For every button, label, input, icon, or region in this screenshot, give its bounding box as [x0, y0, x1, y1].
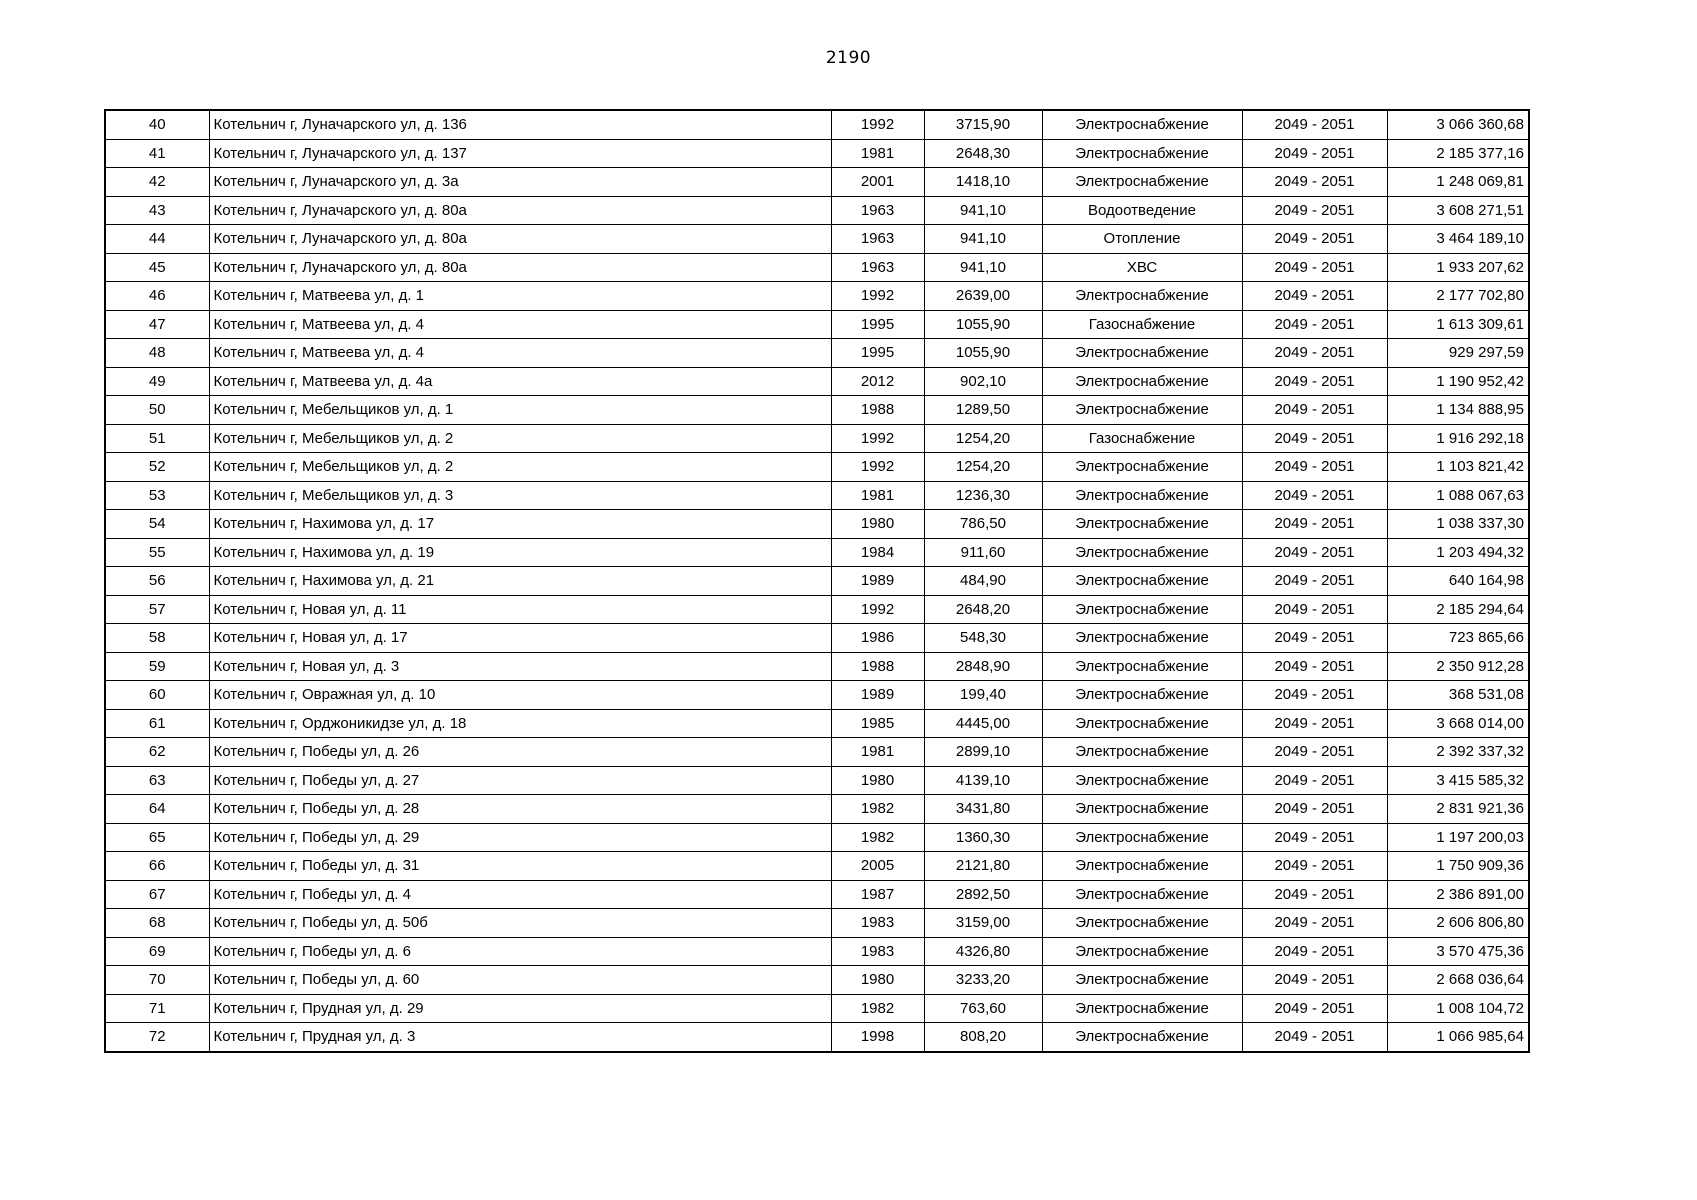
area-cell: 2892,50: [924, 880, 1042, 909]
row-number-cell: 70: [105, 966, 209, 995]
area-cell: 2648,30: [924, 139, 1042, 168]
cost-cell: 1 066 985,64: [1387, 1023, 1529, 1052]
period-cell: 2049 - 2051: [1242, 624, 1387, 653]
row-number-cell: 50: [105, 396, 209, 425]
cost-cell: 2 606 806,80: [1387, 909, 1529, 938]
address-cell: Котельнич г, Мебельщиков ул, д. 1: [209, 396, 831, 425]
work-type-cell: Электроснабжение: [1042, 567, 1242, 596]
cost-cell: 1 103 821,42: [1387, 453, 1529, 482]
period-cell: 2049 - 2051: [1242, 766, 1387, 795]
table-row: [105, 766, 1529, 795]
address-cell: Котельнич г, Матвеева ул, д. 4: [209, 310, 831, 339]
cost-cell: 3 415 585,32: [1387, 766, 1529, 795]
year-cell: 1985: [831, 709, 924, 738]
table-row: [105, 396, 1529, 425]
table-row: [105, 196, 1529, 225]
year-cell: 1982: [831, 795, 924, 824]
cost-cell: 1 088 067,63: [1387, 481, 1529, 510]
year-cell: 1963: [831, 253, 924, 282]
period-cell: 2049 - 2051: [1242, 709, 1387, 738]
work-type-cell: Электроснабжение: [1042, 795, 1242, 824]
cost-cell: 2 386 891,00: [1387, 880, 1529, 909]
cost-cell: 723 865,66: [1387, 624, 1529, 653]
cost-cell: 3 464 189,10: [1387, 225, 1529, 254]
area-cell: 2899,10: [924, 738, 1042, 767]
work-type-cell: Электроснабжение: [1042, 738, 1242, 767]
address-cell: Котельнич г, Матвеева ул, д. 1: [209, 282, 831, 311]
period-cell: 2049 - 2051: [1242, 253, 1387, 282]
work-type-cell: Электроснабжение: [1042, 709, 1242, 738]
address-cell: Котельнич г, Нахимова ул, д. 19: [209, 538, 831, 567]
work-type-cell: Электроснабжение: [1042, 510, 1242, 539]
work-type-cell: Электроснабжение: [1042, 652, 1242, 681]
row-number-cell: 63: [105, 766, 209, 795]
row-number-cell: 47: [105, 310, 209, 339]
table-row: [105, 994, 1529, 1023]
address-cell: Котельнич г, Победы ул, д. 28: [209, 795, 831, 824]
work-type-cell: Электроснабжение: [1042, 823, 1242, 852]
work-type-cell: Электроснабжение: [1042, 595, 1242, 624]
area-cell: 808,20: [924, 1023, 1042, 1052]
area-cell: 1289,50: [924, 396, 1042, 425]
address-cell: Котельнич г, Луначарского ул, д. 136: [209, 110, 831, 139]
cost-cell: 3 570 475,36: [1387, 937, 1529, 966]
cost-cell: 1 613 309,61: [1387, 310, 1529, 339]
area-cell: 1418,10: [924, 168, 1042, 197]
table-row: [105, 282, 1529, 311]
address-cell: Котельнич г, Мебельщиков ул, д. 3: [209, 481, 831, 510]
table-row: [105, 624, 1529, 653]
table-row: [105, 510, 1529, 539]
year-cell: 1988: [831, 396, 924, 425]
table-body: [105, 110, 1529, 1052]
address-cell: Котельнич г, Победы ул, д. 27: [209, 766, 831, 795]
period-cell: 2049 - 2051: [1242, 852, 1387, 881]
year-cell: 1995: [831, 339, 924, 368]
table-row: [105, 823, 1529, 852]
year-cell: 1983: [831, 937, 924, 966]
row-number-cell: 49: [105, 367, 209, 396]
year-cell: 1982: [831, 994, 924, 1023]
address-cell: Котельнич г, Новая ул, д. 3: [209, 652, 831, 681]
period-cell: 2049 - 2051: [1242, 880, 1387, 909]
work-type-cell: Электроснабжение: [1042, 481, 1242, 510]
period-cell: 2049 - 2051: [1242, 367, 1387, 396]
work-type-cell: Электроснабжение: [1042, 766, 1242, 795]
period-cell: 2049 - 2051: [1242, 396, 1387, 425]
page-number: 2190: [825, 48, 872, 68]
area-cell: 1254,20: [924, 424, 1042, 453]
table-row: [105, 909, 1529, 938]
row-number-cell: 55: [105, 538, 209, 567]
row-number-cell: 67: [105, 880, 209, 909]
year-cell: 1980: [831, 510, 924, 539]
cost-cell: 1 197 200,03: [1387, 823, 1529, 852]
period-cell: 2049 - 2051: [1242, 795, 1387, 824]
row-number-cell: 72: [105, 1023, 209, 1052]
row-number-cell: 53: [105, 481, 209, 510]
period-cell: 2049 - 2051: [1242, 424, 1387, 453]
table-row: [105, 567, 1529, 596]
address-cell: Котельнич г, Нахимова ул, д. 21: [209, 567, 831, 596]
address-cell: Котельнич г, Победы ул, д. 31: [209, 852, 831, 881]
work-type-cell: Электроснабжение: [1042, 994, 1242, 1023]
table-row: [105, 652, 1529, 681]
work-type-cell: Отопление: [1042, 225, 1242, 254]
year-cell: 1992: [831, 424, 924, 453]
address-cell: Котельнич г, Прудная ул, д. 29: [209, 994, 831, 1023]
area-cell: 1360,30: [924, 823, 1042, 852]
cost-cell: 1 203 494,32: [1387, 538, 1529, 567]
table-row: [105, 453, 1529, 482]
area-cell: 941,10: [924, 253, 1042, 282]
table-row: [105, 795, 1529, 824]
table-row: [105, 110, 1529, 139]
work-type-cell: Электроснабжение: [1042, 339, 1242, 368]
area-cell: 786,50: [924, 510, 1042, 539]
address-cell: Котельнич г, Победы ул, д. 4: [209, 880, 831, 909]
year-cell: 2005: [831, 852, 924, 881]
address-cell: Котельнич г, Луначарского ул, д. 80а: [209, 225, 831, 254]
year-cell: 2012: [831, 367, 924, 396]
row-number-cell: 48: [105, 339, 209, 368]
address-cell: Котельнич г, Луначарского ул, д. 3а: [209, 168, 831, 197]
work-type-cell: Электроснабжение: [1042, 852, 1242, 881]
row-number-cell: 51: [105, 424, 209, 453]
area-cell: 941,10: [924, 196, 1042, 225]
area-cell: 4445,00: [924, 709, 1042, 738]
row-number-cell: 43: [105, 196, 209, 225]
cost-cell: 2 177 702,80: [1387, 282, 1529, 311]
work-type-cell: Газоснабжение: [1042, 310, 1242, 339]
period-cell: 2049 - 2051: [1242, 567, 1387, 596]
cost-cell: 1 933 207,62: [1387, 253, 1529, 282]
cost-cell: 3 608 271,51: [1387, 196, 1529, 225]
row-number-cell: 54: [105, 510, 209, 539]
cost-cell: 1 750 909,36: [1387, 852, 1529, 881]
period-cell: 2049 - 2051: [1242, 823, 1387, 852]
table-row: [105, 339, 1529, 368]
year-cell: 1992: [831, 595, 924, 624]
period-cell: 2049 - 2051: [1242, 937, 1387, 966]
work-type-cell: Водоотведение: [1042, 196, 1242, 225]
address-cell: Котельнич г, Орджоникидзе ул, д. 18: [209, 709, 831, 738]
year-cell: 2001: [831, 168, 924, 197]
table-row: [105, 367, 1529, 396]
table-row: [105, 481, 1529, 510]
period-cell: 2049 - 2051: [1242, 339, 1387, 368]
table-row: [105, 852, 1529, 881]
area-cell: 3159,00: [924, 909, 1042, 938]
row-number-cell: 69: [105, 937, 209, 966]
row-number-cell: 56: [105, 567, 209, 596]
work-type-cell: Электроснабжение: [1042, 1023, 1242, 1052]
address-cell: Котельнич г, Победы ул, д. 6: [209, 937, 831, 966]
work-type-cell: Электроснабжение: [1042, 681, 1242, 710]
row-number-cell: 57: [105, 595, 209, 624]
period-cell: 2049 - 2051: [1242, 110, 1387, 139]
address-cell: Котельнич г, Матвеева ул, д. 4а: [209, 367, 831, 396]
year-cell: 1986: [831, 624, 924, 653]
table-row: [105, 310, 1529, 339]
row-number-cell: 45: [105, 253, 209, 282]
cost-cell: 2 185 294,64: [1387, 595, 1529, 624]
work-type-cell: Электроснабжение: [1042, 937, 1242, 966]
year-cell: 1980: [831, 766, 924, 795]
period-cell: 2049 - 2051: [1242, 282, 1387, 311]
period-cell: 2049 - 2051: [1242, 139, 1387, 168]
table-row: [105, 681, 1529, 710]
table-row: [105, 168, 1529, 197]
area-cell: 2121,80: [924, 852, 1042, 881]
period-cell: 2049 - 2051: [1242, 225, 1387, 254]
area-cell: 3233,20: [924, 966, 1042, 995]
area-cell: 199,40: [924, 681, 1042, 710]
row-number-cell: 62: [105, 738, 209, 767]
cost-cell: 1 190 952,42: [1387, 367, 1529, 396]
row-number-cell: 58: [105, 624, 209, 653]
table-row: [105, 595, 1529, 624]
year-cell: 1983: [831, 909, 924, 938]
address-cell: Котельнич г, Нахимова ул, д. 17: [209, 510, 831, 539]
address-cell: Котельнич г, Победы ул, д. 50б: [209, 909, 831, 938]
year-cell: 1984: [831, 538, 924, 567]
table-row: [105, 225, 1529, 254]
area-cell: 3715,90: [924, 110, 1042, 139]
address-cell: Котельнич г, Луначарского ул, д. 80а: [209, 253, 831, 282]
work-type-cell: ХВС: [1042, 253, 1242, 282]
table-row: [105, 880, 1529, 909]
row-number-cell: 40: [105, 110, 209, 139]
row-number-cell: 52: [105, 453, 209, 482]
year-cell: 1992: [831, 282, 924, 311]
registry-table: [104, 109, 1530, 1053]
period-cell: 2049 - 2051: [1242, 994, 1387, 1023]
cost-cell: 2 392 337,32: [1387, 738, 1529, 767]
period-cell: 2049 - 2051: [1242, 738, 1387, 767]
area-cell: 3431,80: [924, 795, 1042, 824]
period-cell: 2049 - 2051: [1242, 595, 1387, 624]
address-cell: Котельнич г, Прудная ул, д. 3: [209, 1023, 831, 1052]
table-row: [105, 966, 1529, 995]
cost-cell: 3 668 014,00: [1387, 709, 1529, 738]
year-cell: 1981: [831, 738, 924, 767]
period-cell: 2049 - 2051: [1242, 909, 1387, 938]
table-row: [105, 937, 1529, 966]
period-cell: 2049 - 2051: [1242, 310, 1387, 339]
row-number-cell: 46: [105, 282, 209, 311]
table-row: [105, 738, 1529, 767]
address-cell: Котельнич г, Новая ул, д. 17: [209, 624, 831, 653]
cost-cell: 1 248 069,81: [1387, 168, 1529, 197]
cost-cell: 1 134 888,95: [1387, 396, 1529, 425]
area-cell: 1055,90: [924, 310, 1042, 339]
area-cell: 2639,00: [924, 282, 1042, 311]
period-cell: 2049 - 2051: [1242, 168, 1387, 197]
cost-cell: 368 531,08: [1387, 681, 1529, 710]
address-cell: Котельнич г, Луначарского ул, д. 137: [209, 139, 831, 168]
table-row: [105, 1023, 1529, 1052]
cost-cell: 929 297,59: [1387, 339, 1529, 368]
year-cell: 1981: [831, 481, 924, 510]
cost-cell: 1 916 292,18: [1387, 424, 1529, 453]
area-cell: 911,60: [924, 538, 1042, 567]
address-cell: Котельнич г, Мебельщиков ул, д. 2: [209, 453, 831, 482]
row-number-cell: 68: [105, 909, 209, 938]
work-type-cell: Электроснабжение: [1042, 909, 1242, 938]
year-cell: 1987: [831, 880, 924, 909]
area-cell: 2648,20: [924, 595, 1042, 624]
work-type-cell: Электроснабжение: [1042, 396, 1242, 425]
area-cell: 763,60: [924, 994, 1042, 1023]
address-cell: Котельнич г, Матвеева ул, д. 4: [209, 339, 831, 368]
year-cell: 1963: [831, 196, 924, 225]
work-type-cell: Электроснабжение: [1042, 282, 1242, 311]
work-type-cell: Электроснабжение: [1042, 110, 1242, 139]
row-number-cell: 61: [105, 709, 209, 738]
work-type-cell: Газоснабжение: [1042, 424, 1242, 453]
year-cell: 1995: [831, 310, 924, 339]
area-cell: 1236,30: [924, 481, 1042, 510]
area-cell: 484,90: [924, 567, 1042, 596]
year-cell: 1981: [831, 139, 924, 168]
address-cell: Котельнич г, Овражная ул, д. 10: [209, 681, 831, 710]
address-cell: Котельнич г, Победы ул, д. 26: [209, 738, 831, 767]
cost-cell: 3 066 360,68: [1387, 110, 1529, 139]
row-number-cell: 71: [105, 994, 209, 1023]
row-number-cell: 42: [105, 168, 209, 197]
cost-cell: 1 038 337,30: [1387, 510, 1529, 539]
year-cell: 1982: [831, 823, 924, 852]
table-row: [105, 253, 1529, 282]
work-type-cell: Электроснабжение: [1042, 624, 1242, 653]
row-number-cell: 66: [105, 852, 209, 881]
year-cell: 1992: [831, 110, 924, 139]
area-cell: 548,30: [924, 624, 1042, 653]
work-type-cell: Электроснабжение: [1042, 880, 1242, 909]
row-number-cell: 65: [105, 823, 209, 852]
address-cell: Котельнич г, Новая ул, д. 11: [209, 595, 831, 624]
cost-cell: 2 185 377,16: [1387, 139, 1529, 168]
work-type-cell: Электроснабжение: [1042, 453, 1242, 482]
cost-cell: 2 668 036,64: [1387, 966, 1529, 995]
work-type-cell: Электроснабжение: [1042, 966, 1242, 995]
cost-cell: 2 831 921,36: [1387, 795, 1529, 824]
work-type-cell: Электроснабжение: [1042, 139, 1242, 168]
table-row: [105, 139, 1529, 168]
cost-cell: 1 008 104,72: [1387, 994, 1529, 1023]
period-cell: 2049 - 2051: [1242, 196, 1387, 225]
work-type-cell: Электроснабжение: [1042, 168, 1242, 197]
cost-cell: 640 164,98: [1387, 567, 1529, 596]
year-cell: 1998: [831, 1023, 924, 1052]
area-cell: 902,10: [924, 367, 1042, 396]
address-cell: Котельнич г, Победы ул, д. 60: [209, 966, 831, 995]
period-cell: 2049 - 2051: [1242, 510, 1387, 539]
year-cell: 1980: [831, 966, 924, 995]
area-cell: 1254,20: [924, 453, 1042, 482]
area-cell: 1055,90: [924, 339, 1042, 368]
period-cell: 2049 - 2051: [1242, 652, 1387, 681]
address-cell: Котельнич г, Мебельщиков ул, д. 2: [209, 424, 831, 453]
address-cell: Котельнич г, Победы ул, д. 29: [209, 823, 831, 852]
row-number-cell: 59: [105, 652, 209, 681]
area-cell: 4326,80: [924, 937, 1042, 966]
address-cell: Котельнич г, Луначарского ул, д. 80а: [209, 196, 831, 225]
table-row: [105, 538, 1529, 567]
period-cell: 2049 - 2051: [1242, 1023, 1387, 1052]
period-cell: 2049 - 2051: [1242, 481, 1387, 510]
area-cell: 4139,10: [924, 766, 1042, 795]
period-cell: 2049 - 2051: [1242, 453, 1387, 482]
year-cell: 1988: [831, 652, 924, 681]
row-number-cell: 41: [105, 139, 209, 168]
year-cell: 1989: [831, 681, 924, 710]
table-row: [105, 709, 1529, 738]
period-cell: 2049 - 2051: [1242, 966, 1387, 995]
year-cell: 1992: [831, 453, 924, 482]
area-cell: 2848,90: [924, 652, 1042, 681]
row-number-cell: 64: [105, 795, 209, 824]
row-number-cell: 60: [105, 681, 209, 710]
area-cell: 941,10: [924, 225, 1042, 254]
row-number-cell: 44: [105, 225, 209, 254]
period-cell: 2049 - 2051: [1242, 538, 1387, 567]
year-cell: 1989: [831, 567, 924, 596]
period-cell: 2049 - 2051: [1242, 681, 1387, 710]
cost-cell: 2 350 912,28: [1387, 652, 1529, 681]
work-type-cell: Электроснабжение: [1042, 538, 1242, 567]
table-row: [105, 424, 1529, 453]
year-cell: 1963: [831, 225, 924, 254]
work-type-cell: Электроснабжение: [1042, 367, 1242, 396]
